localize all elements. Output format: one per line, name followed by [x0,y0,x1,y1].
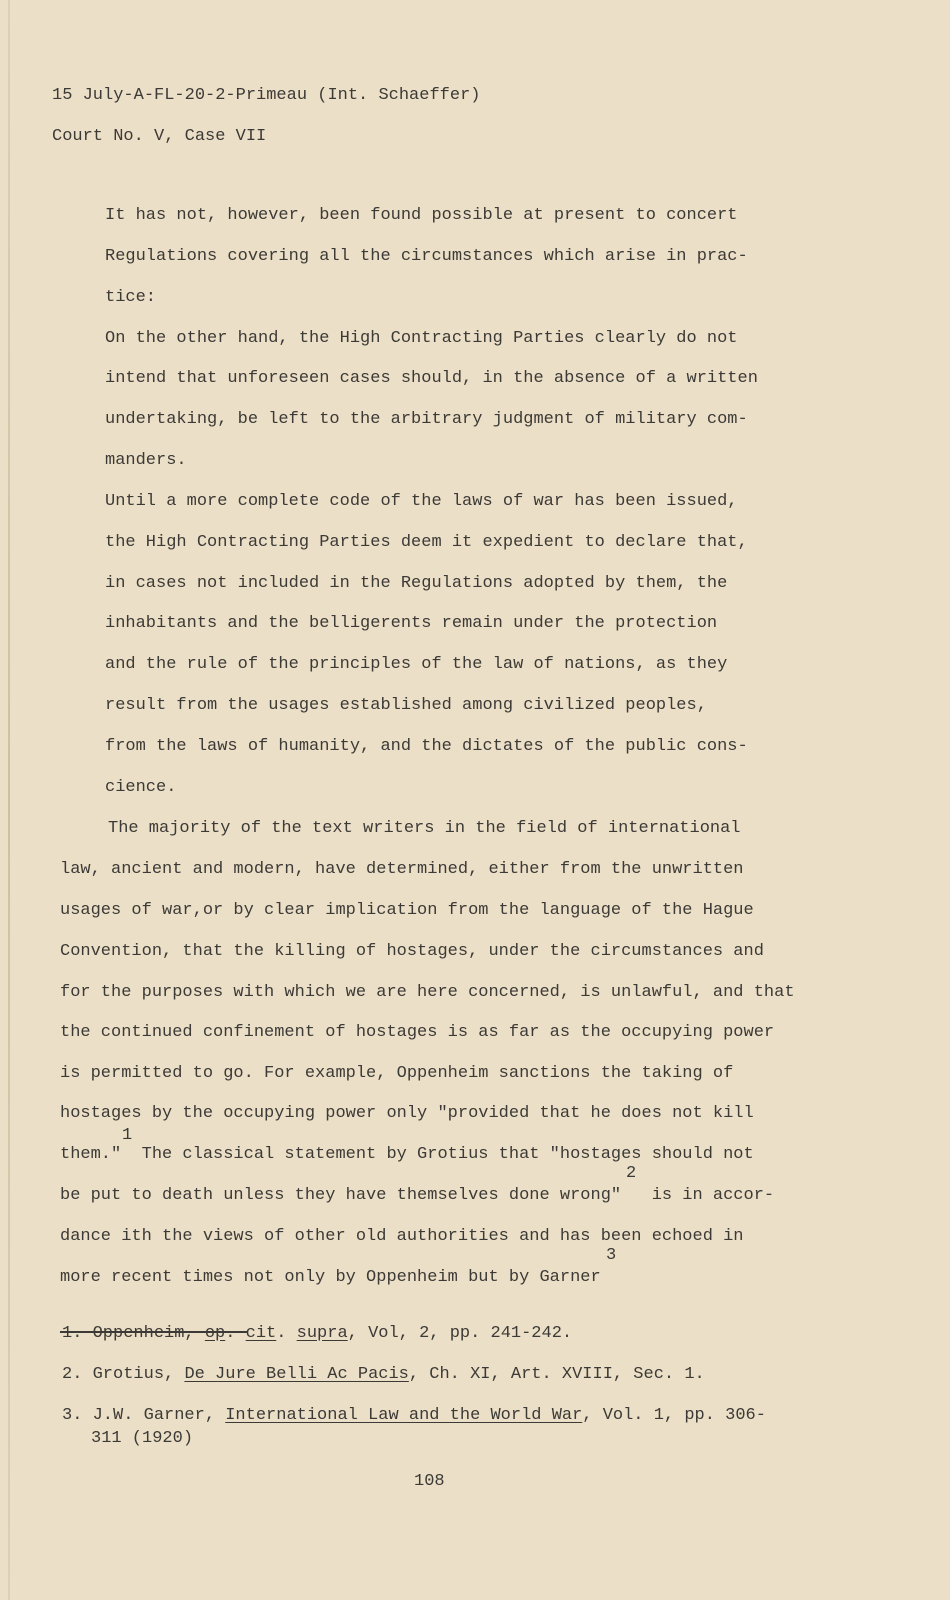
footnote-marker-1: 1 [122,1126,133,1145]
body-line: usages of war,or by clear implication from the language of the Hague [60,901,754,920]
body-line: tice: [105,288,157,307]
body-line: the High Contracting Parties deem it expedient to declare that, [105,533,748,552]
footnote-1: 1. Oppenheim, op. cit. supra, Vol, 2, pp. 241-242. [62,1324,573,1343]
body-line: dance ith the views of other old authorities and has been echoed in [60,1227,744,1246]
body-line: intend that unforeseen cases should, in the absence of a written [105,369,758,388]
footnote-marker-3: 3 [606,1246,617,1265]
body-line: The majority of the text writers in the field of international [108,819,741,838]
footnote-marker-2: 2 [626,1164,637,1183]
body-line: for the purposes with which we are here concerned, is unlawful, and that [60,983,795,1002]
body-line: inhabitants and the belligerents remain under the protection [105,614,718,633]
body-line: hostages by the occupying power only "provided that he does not kill [60,1104,754,1123]
body-line: law, ancient and modern, have determined, either from the unwritten [60,860,744,879]
body-line: is permitted to go. For example, Oppenheim sanctions the taking of [60,1064,734,1083]
page-edge [8,0,10,1600]
body-line: manders. [105,451,187,470]
body-line: Regulations covering all the circumstances which arise in prac- [105,247,748,266]
body-line: It has not, however, been found possible at present to concert [105,206,738,225]
page-number: 108 [414,1472,445,1491]
footnote-3-continued: 311 (1920) [91,1429,194,1448]
body-line: them." The classical statement by Grotius that "hostages should not [60,1145,754,1164]
body-line: more recent times not only by Oppenheim but by Garner [60,1268,601,1287]
header-reference: 15 July-A-FL-20-2-Primeau (Int. Schaeffer) [52,86,481,105]
body-line: and the rule of the principles of the law of nations, as they [105,655,728,674]
footnote-2: 2. Grotius, De Jure Belli Ac Pacis, Ch. XI, Art. XVIII, Sec. 1. [62,1365,705,1384]
header-court: Court No. V, Case VII [52,127,267,146]
body-line: in cases not included in the Regulations adopted by them, the [105,574,728,593]
footnote-3: 3. J.W. Garner, International Law and the World War, Vol. 1, pp. 306- [62,1406,766,1425]
body-line: undertaking, be left to the arbitrary judgment of military com- [105,410,748,429]
body-line: from the laws of humanity, and the dictates of the public cons- [105,737,748,756]
body-line: Until a more complete code of the laws of war has been issued, [105,492,738,511]
body-line: result from the usages established among civilized peoples, [105,696,707,715]
body-line: Convention, that the killing of hostages, under the circumstances and [60,942,764,961]
body-line: the continued confinement of hostages is as far as the occupying power [60,1023,775,1042]
body-line: be put to death unless they have themselves done wrong" is in accor- [60,1186,775,1205]
body-line: cience. [105,778,177,797]
body-line: On the other hand, the High Contracting Parties clearly do not [105,329,738,348]
